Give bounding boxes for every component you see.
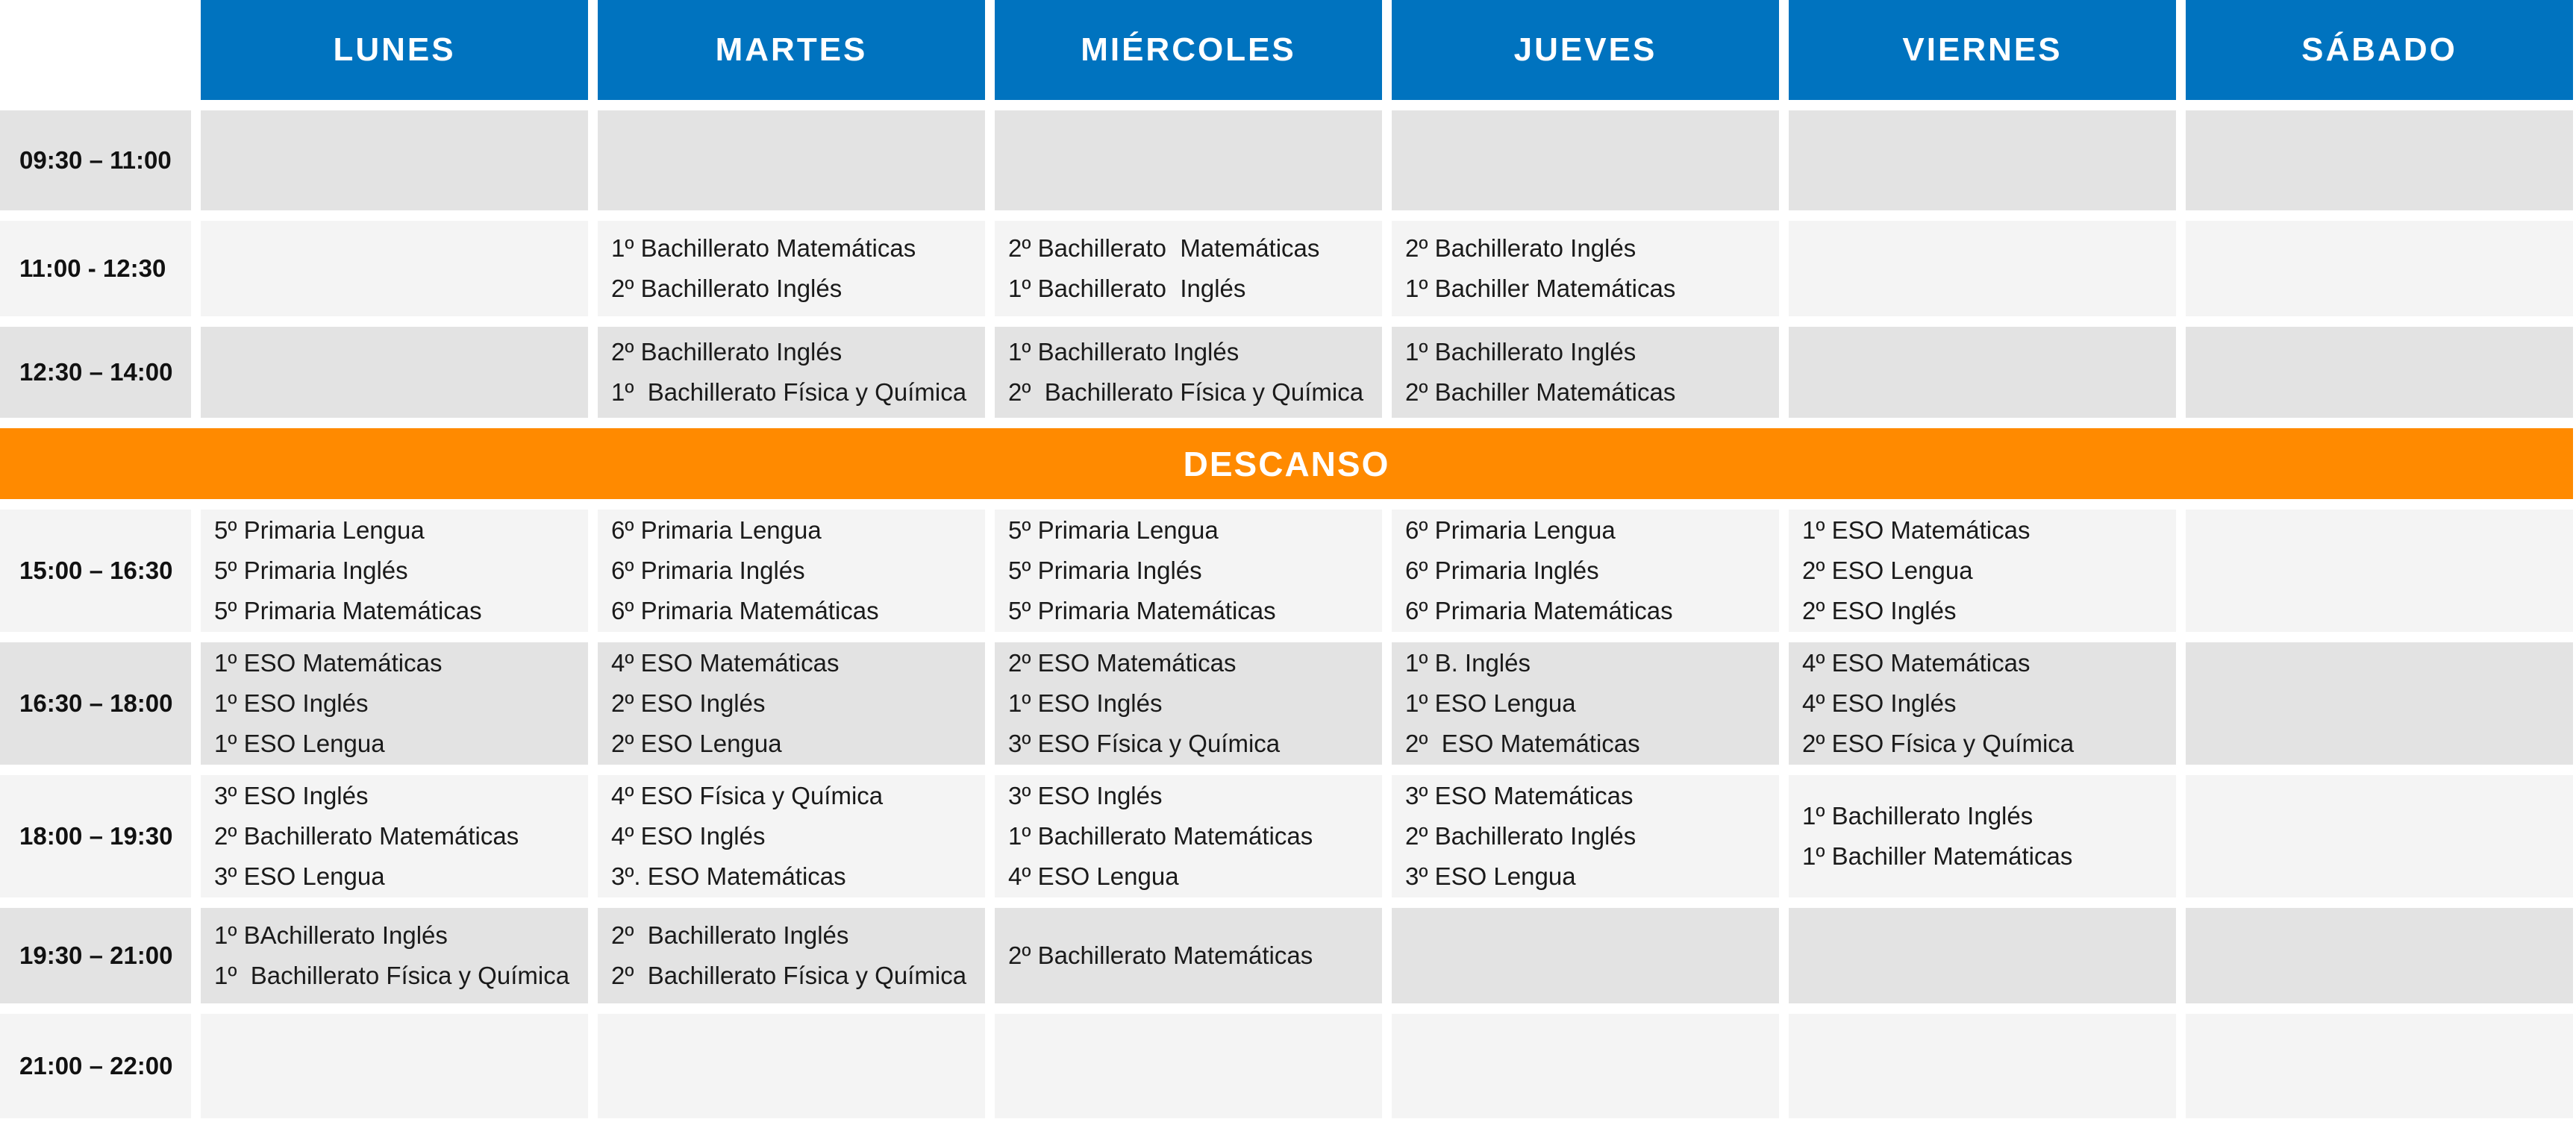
class-entry: 1º ESO Lengua <box>214 730 385 757</box>
day-header-viernes: VIERNES <box>1789 0 2176 100</box>
class-entry: 2º Bachillerato Matemáticas <box>1008 941 1313 969</box>
class-entry: 4º ESO Matemáticas <box>611 649 840 677</box>
class-entry: 1º ESO Matemáticas <box>214 649 443 677</box>
class-entry: 1º BAchillerato Inglés <box>214 921 448 949</box>
class-entry: 1º Bachillerato Inglés <box>1008 338 1239 366</box>
class-entry: 6º Primaria Lengua <box>611 516 822 544</box>
class-entry: 1º Bachillerato Inglés <box>1008 275 1246 302</box>
schedule-cell <box>598 510 985 632</box>
schedule-cell <box>2186 908 2573 1003</box>
schedule-cell <box>995 110 1382 210</box>
class-entry: 6º Primaria Matemáticas <box>1405 597 1673 624</box>
schedule-cell <box>1789 908 2176 1003</box>
class-entry: 1º Bachillerato Matemáticas <box>611 234 916 262</box>
day-header-sabado: SÁBADO <box>2186 0 2573 100</box>
time-slot: 21:00 – 22:00 <box>0 1014 191 1118</box>
schedule-cell <box>1789 221 2176 316</box>
class-entry: 1º ESO Inglés <box>1008 689 1163 717</box>
schedule-cell <box>2186 221 2573 316</box>
schedule-cell <box>995 775 1382 897</box>
schedule-cell <box>598 221 985 316</box>
class-entry: 2º Bachillerato Inglés <box>1405 822 1636 850</box>
class-entry: 3º ESO Matemáticas <box>1405 782 1634 809</box>
class-entry: 5º Primaria Lengua <box>214 516 425 544</box>
time-slot: 09:30 – 11:00 <box>0 110 191 210</box>
schedule-cell <box>1392 221 1779 316</box>
class-entry: 1º Bachiller Matemáticas <box>1405 275 1676 302</box>
schedule-cell <box>598 110 985 210</box>
schedule-cell <box>1392 510 1779 632</box>
schedule-cell <box>1392 327 1779 418</box>
time-slot: 16:30 – 18:00 <box>0 642 191 765</box>
schedule-cell <box>201 510 588 632</box>
class-entry: 1º Bachillerato Inglés <box>1802 802 2033 830</box>
header-corner <box>0 0 191 100</box>
schedule-cell <box>598 908 985 1003</box>
schedule-cell <box>995 1014 1382 1118</box>
schedule-cell <box>2186 510 2573 632</box>
class-entry: 2º Bachillerato Inglés <box>1405 234 1636 262</box>
class-entry: 2º Bachillerato Física y Química <box>1008 378 1364 406</box>
class-entry: 1º Bachillerato Matemáticas <box>1008 822 1313 850</box>
class-entry: 4º ESO Lengua <box>1008 862 1179 890</box>
schedule-cell <box>995 510 1382 632</box>
class-entry: 6º Primaria Lengua <box>1405 516 1616 544</box>
time-slot: 15:00 – 16:30 <box>0 510 191 632</box>
schedule-cell <box>995 642 1382 765</box>
schedule-cell <box>1789 775 2176 897</box>
schedule-cell <box>1789 642 2176 765</box>
class-entry: 1º Bachillerato Física y Química <box>611 378 967 406</box>
class-entry: 3º ESO Lengua <box>214 862 385 890</box>
schedule-cell <box>995 221 1382 316</box>
schedule-cell <box>201 908 588 1003</box>
class-entry: 2º Bachillerato Inglés <box>611 275 842 302</box>
class-entry: 5º Primaria Matemáticas <box>214 597 482 624</box>
schedule-cell <box>201 327 588 418</box>
time-slot: 11:00 - 12:30 <box>0 221 191 316</box>
schedule-cell <box>598 775 985 897</box>
class-entry: 2º Bachillerato Matemáticas <box>214 822 519 850</box>
class-entry: 6º Primaria Inglés <box>1405 557 1599 584</box>
class-entry: 1º ESO Inglés <box>214 689 369 717</box>
schedule-cell <box>1392 775 1779 897</box>
class-entry: 1º B. Inglés <box>1405 649 1531 677</box>
class-entry: 2º Bachillerato Física y Química <box>611 962 967 989</box>
schedule-cell <box>201 221 588 316</box>
time-slot: 18:00 – 19:30 <box>0 775 191 897</box>
class-entry: 2º ESO Inglés <box>611 689 766 717</box>
schedule-cell <box>2186 642 2573 765</box>
class-entry: 5º Primaria Matemáticas <box>1008 597 1276 624</box>
break-banner: DESCANSO <box>0 428 2573 499</box>
class-entry: 2º Bachiller Matemáticas <box>1405 378 1676 406</box>
schedule-cell <box>201 110 588 210</box>
class-entry: 1º Bachiller Matemáticas <box>1802 842 2073 870</box>
day-header-miercoles: MIÉRCOLES <box>995 0 1382 100</box>
class-entry: 3º ESO Lengua <box>1405 862 1576 890</box>
schedule-cell <box>995 908 1382 1003</box>
class-entry: 2º Bachillerato Inglés <box>611 338 842 366</box>
class-entry: 4º ESO Física y Química <box>611 782 884 809</box>
schedule-cell <box>1392 642 1779 765</box>
schedule-cell <box>1789 110 2176 210</box>
class-entry: 2º Bachillerato Matemáticas <box>1008 234 1320 262</box>
class-entry: 4º ESO Inglés <box>611 822 766 850</box>
schedule-cell <box>598 327 985 418</box>
class-entry: 5º Primaria Lengua <box>1008 516 1219 544</box>
class-entry: 2º ESO Lengua <box>1802 557 1973 584</box>
schedule-cell <box>598 1014 985 1118</box>
schedule-cell <box>2186 1014 2573 1118</box>
schedule-cell <box>201 642 588 765</box>
schedule-cell <box>598 642 985 765</box>
class-entry: 3º ESO Inglés <box>214 782 369 809</box>
schedule-cell <box>201 775 588 897</box>
day-header-lunes: LUNES <box>201 0 588 100</box>
schedule-cell <box>2186 775 2573 897</box>
class-entry: 4º ESO Matemáticas <box>1802 649 2031 677</box>
time-slot: 12:30 – 14:00 <box>0 327 191 418</box>
time-slot: 19:30 – 21:00 <box>0 908 191 1003</box>
class-entry: 1º Bachillerato Inglés <box>1405 338 1636 366</box>
schedule-cell <box>1392 908 1779 1003</box>
schedule-cell <box>2186 110 2573 210</box>
schedule-cell <box>2186 327 2573 418</box>
schedule-cell <box>1789 327 2176 418</box>
class-entry: 5º Primaria Inglés <box>1008 557 1202 584</box>
class-entry: 1º ESO Matemáticas <box>1802 516 2031 544</box>
class-entry: 2º ESO Matemáticas <box>1405 730 1640 757</box>
class-entry: 2º ESO Física y Química <box>1802 730 2075 757</box>
schedule-cell <box>201 1014 588 1118</box>
class-entry: 5º Primaria Inglés <box>214 557 408 584</box>
schedule-cell <box>1392 110 1779 210</box>
schedule-cell <box>1789 1014 2176 1118</box>
class-entry: 3º ESO Inglés <box>1008 782 1163 809</box>
schedule-cell <box>1789 510 2176 632</box>
class-entry: 3º ESO Física y Química <box>1008 730 1281 757</box>
day-header-jueves: JUEVES <box>1392 0 1779 100</box>
class-entry: 6º Primaria Inglés <box>611 557 805 584</box>
class-entry: 6º Primaria Matemáticas <box>611 597 879 624</box>
class-entry: 1º Bachillerato Física y Química <box>214 962 570 989</box>
schedule-cell <box>1392 1014 1779 1118</box>
class-entry: 2º ESO Inglés <box>1802 597 1957 624</box>
class-entry: 3º. ESO Matemáticas <box>611 862 846 890</box>
class-entry: 1º ESO Lengua <box>1405 689 1576 717</box>
class-entry: 2º Bachillerato Inglés <box>611 921 849 949</box>
class-entry: 2º ESO Matemáticas <box>1008 649 1237 677</box>
class-entry: 4º ESO Inglés <box>1802 689 1957 717</box>
day-header-martes: MARTES <box>598 0 985 100</box>
class-entry: 2º ESO Lengua <box>611 730 782 757</box>
schedule-cell <box>995 327 1382 418</box>
